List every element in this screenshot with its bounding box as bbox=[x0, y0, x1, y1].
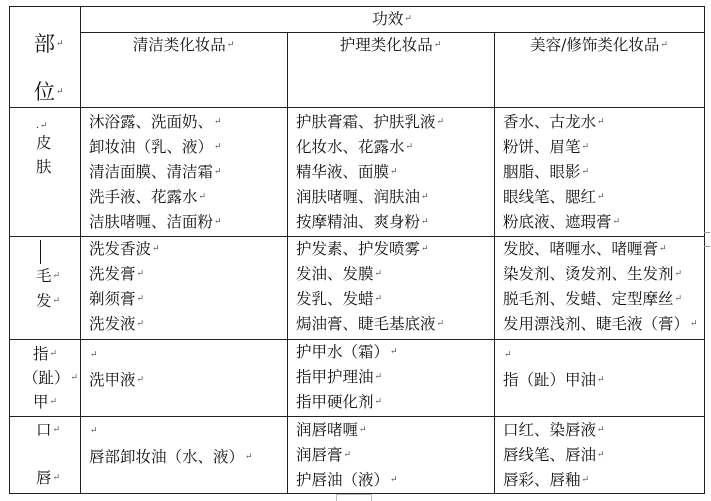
skin-label-mark: .↵ bbox=[36, 121, 48, 131]
text-cursor bbox=[40, 240, 41, 264]
column-divider-part bbox=[80, 6, 81, 494]
lip-beauty: 口红、染唇液↵ 唇线笔、唇油↵ 唇彩、唇釉↵ bbox=[503, 421, 605, 489]
nail-beauty: ↵ 指（趾）甲油↵ bbox=[503, 350, 605, 389]
nail-clean: ↵ 洗甲液↵ bbox=[89, 350, 145, 389]
header-part-char-1: 部↵ bbox=[34, 32, 64, 56]
page-edge-tick bbox=[704, 232, 710, 233]
header-beauty: 美容/修饰类化妆品↵ bbox=[530, 36, 668, 54]
hair-care: 护发素、护发喷雾↵ 发油、发膜↵ 发乳、发蜡↵ 焗油膏、睫毛基底液↵ bbox=[296, 240, 445, 333]
table-border-left bbox=[9, 6, 10, 494]
header-clean: 清洁类化妆品↵ bbox=[132, 36, 235, 54]
skin-care: 护肤膏霜、护肤乳液↵ 化妆水、花露水↵ 精华液、面膜↵ 润肤啫喱、润肤油↵ 按摩精油、爽身粉↵ bbox=[296, 113, 445, 231]
table-border-right bbox=[704, 6, 705, 494]
row-divider-nail bbox=[9, 416, 704, 417]
hair-clean: 洗发香波↵ 洗发膏↵ 剃须膏↵ 洗发液↵ bbox=[89, 240, 160, 333]
row-divider-header bbox=[9, 107, 704, 108]
row-label-skin: .↵ 皮 肤 bbox=[36, 121, 52, 176]
lip-care: 润唇啫喱↵ 润唇膏↵ 护唇油（液）↵ bbox=[296, 421, 398, 489]
nail-care: 护甲水（霜）↵ 指甲护理油↵ 指甲硬化剂↵ bbox=[296, 343, 398, 411]
header-effect: 功效↵ bbox=[372, 10, 412, 28]
skin-clean: 沐浴露、洗面奶、↵ 卸妆油（乳、液）↵ 清洁面膜、清洁霜↵ 洗手液、花露水↵ 洁肤啫喱、洁面粉↵ bbox=[89, 113, 222, 231]
header-care: 护理类化妆品↵ bbox=[339, 36, 442, 54]
row-label-nail: 指↵ （趾）↵ 甲↵ bbox=[23, 345, 79, 411]
lip-clean: ↵ 唇部卸妆油（水、液）↵ bbox=[89, 426, 253, 466]
column-divider-care bbox=[494, 32, 495, 494]
hair-beauty: 发胶、啫喱水、啫喱膏↵ 染发剂、烫发剂、生发剂↵ 脱毛剂、发蜡、定型摩丝↵ 发用漂浅剂、睫毛液（膏）↵ bbox=[503, 240, 698, 333]
skin-beauty: 香水、古龙水↵ 粉饼、眉笔↵ 胭脂、眼影↵ 眼线笔、腮红↵ 粉底液、遮瑕膏↵ bbox=[503, 113, 621, 231]
header-part-char-2: 位↵ bbox=[34, 80, 64, 104]
row-label-hair: 毛↵ 发↵ bbox=[36, 267, 61, 310]
page-edge-tick bbox=[704, 246, 710, 247]
row-label-lip: 口↵ 唇↵ bbox=[36, 421, 61, 487]
header-part bbox=[34, 20, 64, 116]
column-divider-clean bbox=[287, 32, 288, 494]
